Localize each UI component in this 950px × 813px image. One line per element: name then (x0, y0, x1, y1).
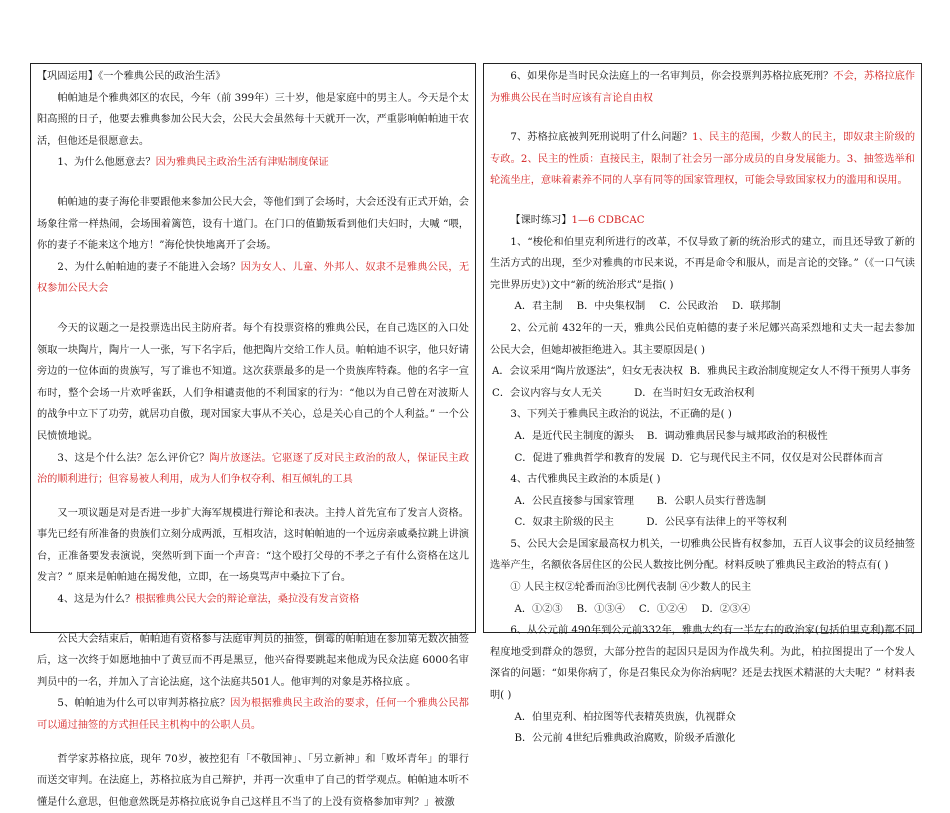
answer-text: 1、民主的范围，少数人的民主，即奴隶主阶级的专政。2、民主的性质：直接民主，限制了社会另一部分成员的自身发展能力。3、抽签选举和轮流坐庄，意味着素养不同的人享有同等的国家管理权，可能会导致国家权力的滥用和误用。 (490, 132, 916, 187)
question-text: 5、帕帕迪为什么可以审判苏格拉底？ (57, 698, 231, 710)
option: B．公元前 4世纪后雅典政治腐败，阶级矛盾激化 (514, 733, 736, 745)
story-paragraph: 帕帕迪是个雅典郊区的农民，今年（前 399年）三十岁，他是家庭中的男主人。今天是个太阳高照的日子，他要去雅典参加公民大会，公民大会虽然每十天就开一次，严重影响帕帕迪干农活，但他还是很愿意去。 (37, 92, 469, 147)
exercise-5-stem: 5、公民大会是国家最高权力机关，一切雅典公民皆有权参加，五百人议事会的议员经抽签选举产生，名额依各居住区的公民人数按比例分配。材料反映了雅典民主政治的特点有( ) (490, 538, 915, 572)
exercise-6-stem: 6、从公元前 490年到公元前332年，雅典大约有一半左右的政治家(包括伯里克利)都不同程度地受到群众的怨贸，大部分控告的起因只是因为作战失利。为此，柏拉图提出了一个发人深省的问题：“如果你病了，你是召集民众为你治病呢？还是去找医术精湛的大夫呢？” 材料表明( ) (490, 625, 915, 702)
answer-text: 根据雅典公民大会的辩论章法，桑拉没有发言资格 (135, 594, 360, 606)
option: A．会议采用“陶片放逐法”，妇女无表决权 (492, 366, 683, 378)
question-6 (490, 66, 915, 109)
option: A．伯里克利、柏拉图等代表精英贵族，仇视群众 (514, 711, 736, 723)
exercise-2-stem: 2、公元前 432年的一天，雅典公民伯克帕德的妻子米尼娜兴高采烈地和丈夫一起去参加公民大会，但她却被拒绝进入。其主要原因是( ) (490, 322, 915, 356)
story-paragraph: 又一项议题是对是否进一步扩大海军规模进行辩论和表决。主持人首先宣布了发言人资格。事先已经有所准备的贵族们立刻分成两派，互相攻洁，这时帕帕迪的一个远房亲戚桑拉跳上讲演台，正准备要发表演说，突然听到下面一个声音：“这个殴打父母的不孝之子有什么资格在这儿发言？” 原来是帕帕迪在揭发他，立即，在一场臭骂声中桑拉下了台。 (37, 507, 469, 584)
option: C．会议内容与女人无关 (492, 387, 602, 399)
question-text: 4、这是为什么？ (57, 594, 136, 606)
exercise-4-stem: 4、古代雅典民主政治的本质是( ) (510, 474, 661, 486)
option: C．公民政治 (659, 301, 718, 313)
exercise-2-options (490, 361, 915, 404)
question-4 (37, 589, 469, 611)
question-text: 3、这是个什么法？怎么评价它？ (57, 452, 210, 464)
answer-text: 因为女人、儿童、外邦人、奴隶不是雅典公民，无权参加公民大会 (37, 261, 470, 295)
answer-text: 因为根据雅典民主政治的要求，任何一个雅典公民都可以通过抽签的方式担任民主机构中的公职人员。 (37, 698, 469, 732)
right-panel (483, 63, 922, 745)
story-paragraph: 帕帕迪的妻子海伦非要跟他来参加公民大会，等他们到了会场时，大会还没有正式开始，会场象往常一样热闹，会场围着篱笆，设有十道门。在门口的值勤叛看到他们夫妇时，大喊 “喂，你的妻子不能来这个地方！”海伦快快地离开了会场。 (37, 196, 469, 252)
question-3 (37, 448, 469, 491)
option: A．①②③ (514, 603, 563, 615)
practice-label: 【课时练习】 (510, 214, 572, 226)
practice-heading (490, 210, 915, 232)
story-paragraph: 哲学家苏格拉底，现年 70岁，被控犯有「不敬国神」、「另立新神」和「败坏青年」的罪行而送交审判。在法庭上，苏格拉底为自己辩护，并再一次重申了自己的哲学观点。帕帕迪本听不懂是什么意思，但他意然既是苏格拉底说争自己这样且不当了的上没有资格参加审判？」被激 (37, 753, 469, 808)
option: D．②③④ (701, 603, 751, 615)
exercise-3-stem: 3、下列关于雅典民主政治的说法，不正确的是( ) (510, 409, 732, 421)
story-paragraph: 今天的议题之一是投票选出民主防府者。每个有投票资格的雅典公民，在自己选区的入口处领取一块陶片，陶片一人一张，写下名字后，他把陶片交给工作人员。帕帕迪不识字，他只好请旁边的一位体面的贵族写，写了谁也不知道。这次获票最多的是一个贵族库特森。他的名字一宣布时，整个会场一片欢呼雀跃，人们争相谴责他的不利国家的行为：“他以为自己曾在对波斯人的战争中立下了功劳，就居功自傲，现对国家大事从不关心，总是关心自己的个人利益。” 一个公民愤愤地说。 (37, 322, 469, 442)
question-text: 2、为什么帕帕迪的妻子不能进入会场？ (57, 261, 241, 273)
option: D．在当时妇女无政治权利 (634, 387, 755, 399)
question-2 (37, 257, 469, 300)
option: A．君主制 (514, 301, 563, 313)
exercise-6-options (490, 707, 915, 750)
option: C．①②④ (638, 603, 688, 615)
practice-answers: 1—6 CDBCAC (571, 214, 645, 226)
question-text: 7、苏格拉底被判死刑说明了什么问题？ (510, 132, 693, 144)
exercise-1-stem: 1、“梭伦和伯里克利所进行的改革，不仅导致了新的统治形式的建立，而且还导致了新的生活方式的出现，至少对雅典的市民来说，不再是命令和服从，而是言论的交锋。”（《一口气读完世界历史》)文中“新的统治形式”是指( ) (490, 236, 915, 291)
option: A．公民直接参与国家管理 (514, 495, 634, 507)
option: B．公职人员实行普选制 (656, 495, 766, 507)
exercise-5-items: ① 人民主权②轮番而治③比例代表制 ④少数人的民主 (510, 582, 752, 594)
story-paragraph: 公民大会结束后，帕帕迪有资格参与法庭审判员的抽签，倒霉的帕帕迪在参加第无数次抽签后，这一次终于如愿地抽中了黄豆而不再是黑豆，他兴奋得要跳起来他成为民众法庭 6000名审判员中的一名，并加入了言论法庭，这个法庭共501人。他审判的对象是苏格拉底 。 (37, 633, 469, 688)
section-heading: 【巩固运用】《一个雅典公民的政治生活》 (37, 71, 226, 82)
option: D．它与现代民主不同，仅仅是对公民群体而言 (671, 452, 884, 464)
question-text: 6、如果你是当时民众法庭上的一名审判员，你会投票判苏格拉底死刑？ (510, 71, 834, 82)
exercise-3-options (490, 426, 915, 469)
question-7 (490, 127, 915, 192)
option: C．奴隶主阶级的民主 (514, 517, 614, 529)
question-1 (37, 152, 469, 174)
left-panel (30, 63, 476, 808)
question-text: 1、为什么他愿意去？ (57, 157, 156, 169)
answer-text: 因为雅典民主政治生活有津贴制度保证 (155, 157, 329, 169)
exercise-4-options (490, 491, 915, 534)
option: B．调动雅典居民参与城邦政治的积极性 (646, 430, 828, 442)
option: D．公民享有法律上的平等权利 (646, 517, 787, 529)
option: C．促进了雅典哲学和教育的发展 (514, 452, 665, 464)
option: B．雅典民主政治制度规定女人不得干预男人事务 (689, 366, 911, 378)
option: D．联邦制 (731, 301, 781, 313)
option: B．①③④ (576, 603, 625, 615)
option: B．中央集权制 (576, 301, 646, 313)
answer-text: 不会，苏格拉底作为雅典公民在当时应该有言论自由权 (490, 71, 916, 104)
option: A．是近代民主制度的源头 (514, 430, 634, 442)
exercise-1-options (490, 296, 915, 318)
exercise-5-options (490, 599, 915, 621)
question-5 (37, 693, 469, 736)
answer-text: 陶片放逐法。它驱逐了反对民主政治的敌人，保证民主政治的顺利进行；但容易被人利用，成为人们争权夺利、相互倾轧的工具 (37, 452, 470, 486)
